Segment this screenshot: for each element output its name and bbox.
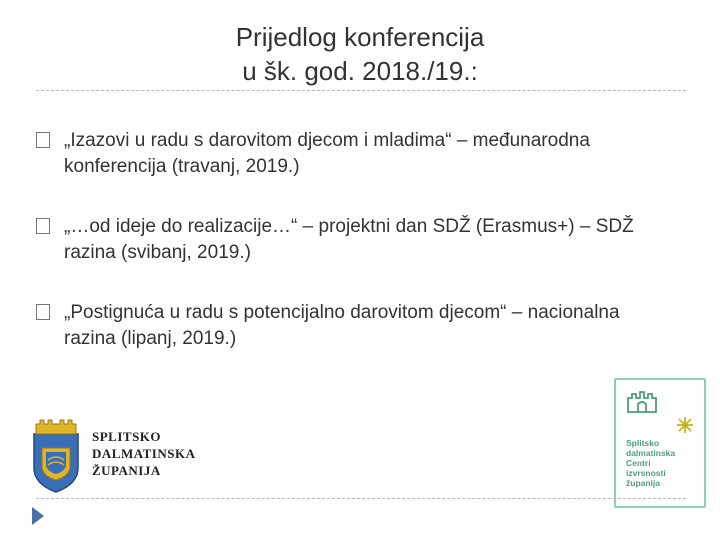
bullet-marker-icon: [36, 132, 50, 148]
bullet-text-line-2: konferencija (travanj, 2019.): [64, 156, 300, 177]
bullet-text-line-2: razina (lipanj, 2019.): [64, 328, 237, 349]
bullet-text-line-1: „…od ideje do realizacije…“ – projektni dan SDŽ (Erasmus+) – SDŽ: [64, 216, 634, 237]
bullet-marker-icon: [36, 304, 50, 320]
building-icon: [626, 390, 658, 419]
logo-left-line: DALMATINSKA: [92, 446, 196, 461]
centri-izvrsnosti-logo: [614, 378, 706, 508]
bullet-item: [36, 214, 676, 266]
bullet-item: [36, 128, 676, 180]
logo-right-line: izvrsnosti: [626, 468, 666, 478]
bullet-item: [36, 300, 676, 352]
logo-right-text: [626, 438, 675, 488]
bullet-marker-icon: [36, 218, 50, 234]
bottom-divider: [36, 498, 686, 499]
coat-of-arms-icon: [28, 418, 84, 494]
title-line-2: u šk. god. 2018./19.:: [242, 56, 478, 86]
top-divider: [36, 90, 686, 91]
bullet-text-line-1: „Izazovi u radu s darovitom djecom i mladima“ – međunarodna: [64, 130, 590, 151]
logo-right-line: Centri: [626, 458, 651, 468]
slide-title: [0, 20, 720, 88]
splitsko-dalmatinska-logo: [28, 418, 208, 494]
logo-right-line: županija: [626, 478, 661, 488]
logo-left-line: ŽUPANIJA: [92, 463, 161, 478]
logo-right-line: dalmatinska: [626, 448, 676, 458]
logo-left-text: [92, 428, 196, 479]
title-line-1: Prijedlog konferencija: [235, 22, 485, 52]
logo-left-line: SPLITSKO: [92, 429, 162, 444]
next-slide-arrow-icon[interactable]: [30, 505, 46, 532]
bullet-text-line-1: „Postignuća u radu s potencijalno darovitom djecom“ – nacionalna: [64, 302, 620, 323]
bullet-text-line-2: razina (svibanj, 2019.): [64, 242, 251, 263]
logo-right-line: Splitsko: [626, 438, 660, 448]
bullet-list: [36, 128, 676, 386]
sun-icon: [676, 416, 694, 439]
